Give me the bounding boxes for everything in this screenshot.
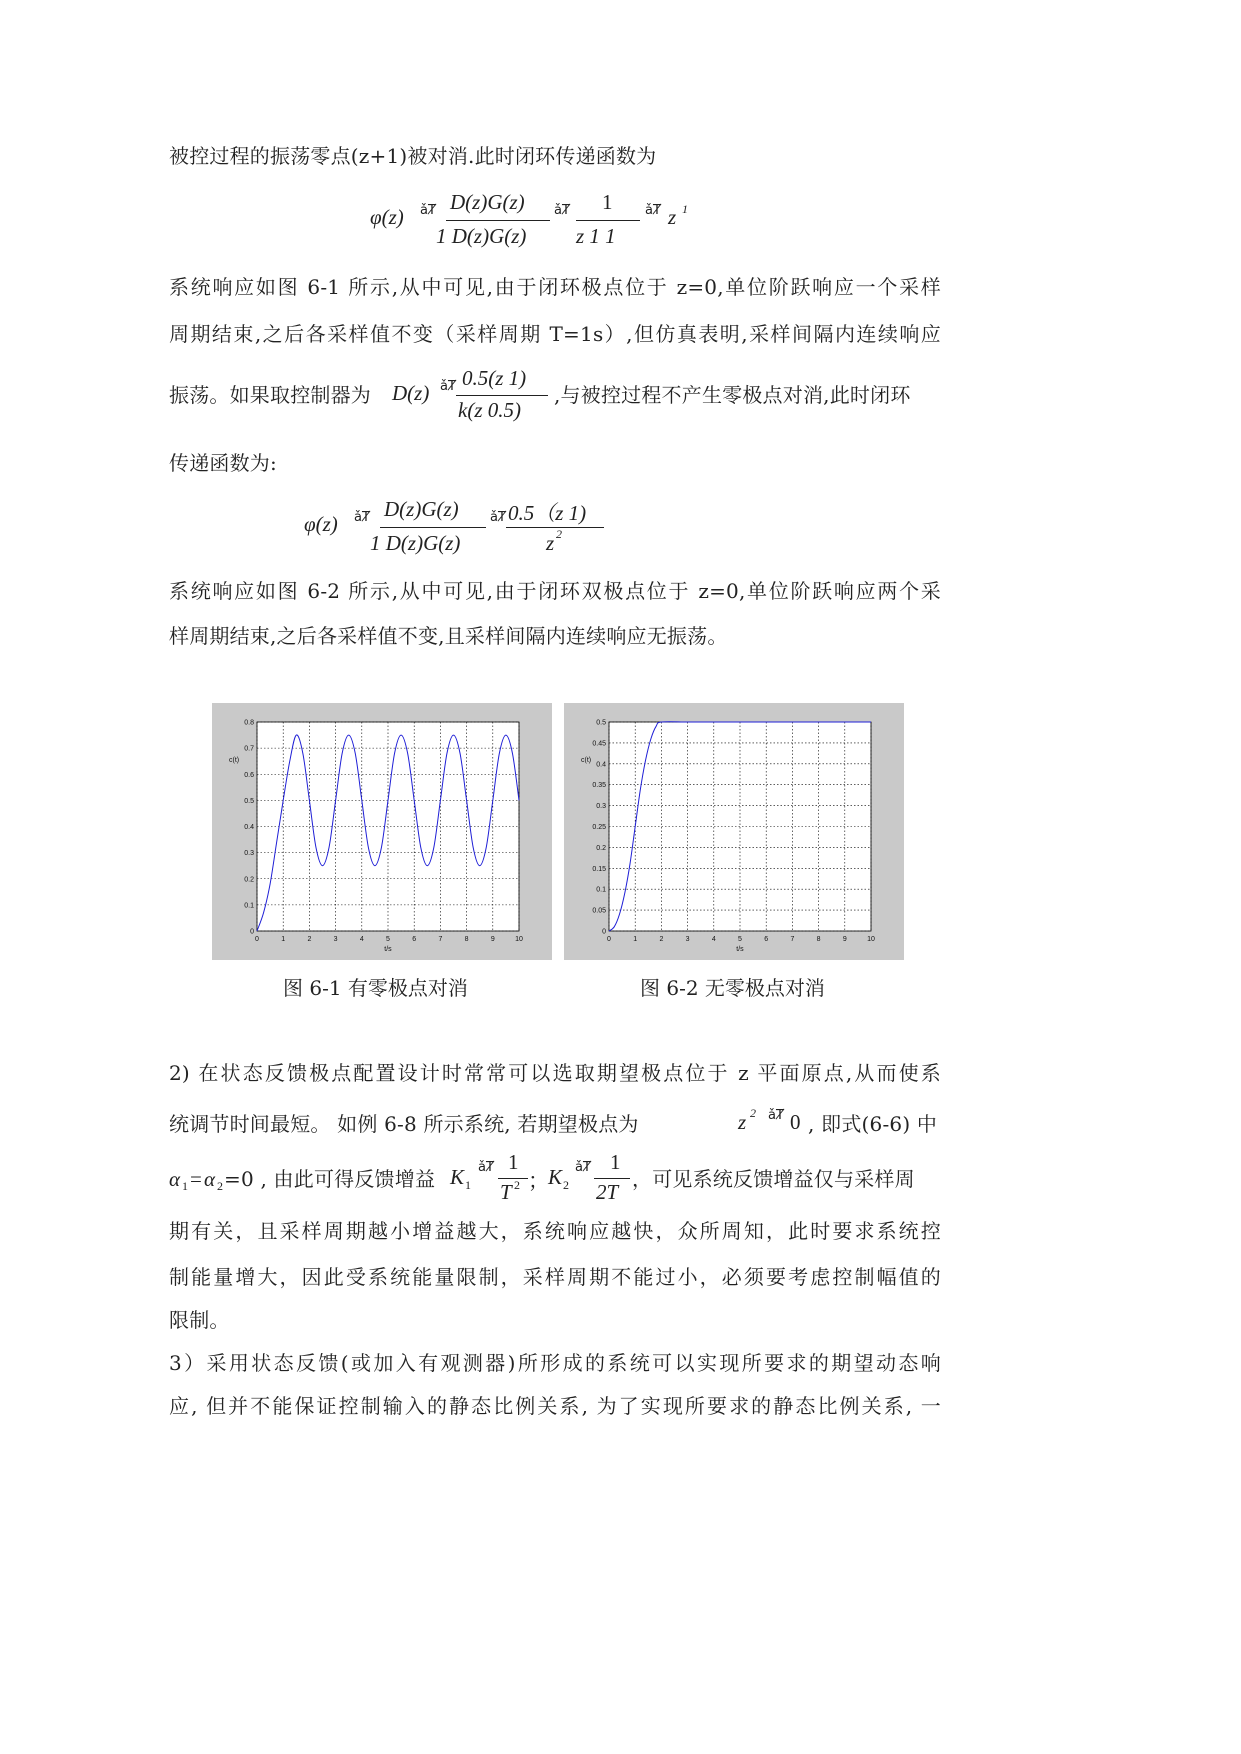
- figure-6-1: [212, 703, 552, 960]
- y-tick-label: 0.6: [244, 771, 254, 779]
- eq-den: 2T: [596, 1180, 619, 1204]
- x-tick-label: 3: [685, 936, 690, 943]
- paragraph-line: 周期结束,之后各采样值不变（采样周期 T=1s）,但仿真表明,采样间隔内连续响应: [169, 322, 941, 346]
- paragraph-line: 传递函数为:: [169, 451, 277, 475]
- paragraph-line: 限制。: [169, 1308, 230, 1332]
- x-tick-label: 0: [255, 936, 259, 943]
- figure-6-2: [564, 703, 904, 960]
- eq-eq: =: [190, 1167, 202, 1191]
- eq-den: 1 D(z)G(z): [436, 224, 527, 248]
- paragraph-line: 样周期结束,之后各采样值不变,且采样间隔内连续响应无振荡。: [169, 624, 728, 648]
- eq-garble: ǎȾ: [478, 1160, 494, 1175]
- eq-garble: ǎȾ: [575, 1160, 591, 1175]
- equation-closed-loop-1: [370, 190, 710, 260]
- x-tick-label: 6: [412, 936, 417, 943]
- x-tick-label: 4: [359, 936, 364, 943]
- figure-caption: 图 6-2 无零极点对消: [640, 976, 825, 1000]
- y-tick-label: 0: [602, 928, 606, 936]
- y-tick-label: 0.35: [592, 782, 606, 790]
- paragraph-line: =0 , 由此可得反馈增益: [224, 1167, 436, 1191]
- y-tick-label: 0.3: [596, 803, 606, 811]
- y-tick-label: 0.5: [244, 797, 254, 805]
- y-tick-label: 0.15: [592, 865, 606, 873]
- eq-garble: ǎȾ: [420, 203, 436, 218]
- paragraph-line: ，可见系统反馈增益仅与采样周: [632, 1167, 915, 1191]
- eq-den: T: [500, 1180, 512, 1204]
- x-tick-label: 0: [607, 936, 611, 943]
- eq-k: K: [548, 1165, 563, 1189]
- equation-gains: [450, 1148, 630, 1210]
- x-tick-label: 9: [490, 936, 495, 943]
- x-tick-label: 5: [386, 936, 390, 943]
- y-tick-label: 0.05: [592, 907, 606, 915]
- equation-closed-loop-2: [304, 497, 624, 567]
- x-tick-label: 3: [333, 936, 338, 943]
- paragraph-line: ,与被控过程不产生零极点对消,此时闭环: [554, 383, 911, 407]
- eq-den-exp: 2: [556, 527, 562, 541]
- y-tick-label: 0: [250, 928, 254, 936]
- eq-den: k(z 0.5): [458, 398, 521, 422]
- eq-sep: ；: [528, 1169, 549, 1193]
- x-tick-label: 7: [790, 936, 795, 943]
- paragraph-line: 振荡。如果取控制器为: [169, 383, 371, 407]
- eq-rhs: 0: [790, 1110, 801, 1134]
- eq-k: K: [450, 1165, 465, 1189]
- eq-num: 1: [508, 1150, 519, 1174]
- eq-num: 0.5（z 1): [508, 501, 587, 525]
- chart-6-2: [564, 703, 904, 960]
- eq-garble: ǎȾ: [490, 510, 506, 525]
- x-tick-label: 6: [764, 936, 769, 943]
- eq-garble: ǎȾ: [354, 510, 370, 525]
- chart-6-1: [212, 703, 552, 960]
- y-tick-label: 0.2: [596, 844, 606, 852]
- paragraph-line: 期有关，且采样周期越小增益越大，系统响应越快，众所周知，此时要求系统控: [169, 1219, 941, 1243]
- y-tick-label: 0.1: [244, 902, 254, 910]
- x-tick-label: 10: [867, 936, 875, 943]
- paragraph-line: 统调节时间最短。 如例 6-8 所示系统, 若期望极点为: [169, 1112, 639, 1136]
- paragraph-line: , 即式(6-6) 中: [808, 1112, 938, 1136]
- x-tick-label: 1: [633, 936, 638, 943]
- eq-lhs: φ(z): [304, 512, 338, 536]
- x-tick-label: 2: [307, 936, 312, 943]
- eq-num: 1: [602, 190, 613, 214]
- paragraph-line: 制能量增大，因此受系统能量限制，采样周期不能过小，必须要考虑控制幅值的: [169, 1265, 941, 1289]
- paragraph-line: 系统响应如图 6-1 所示,从中可见,由于闭环极点位于 z=0,单位阶跃响应一个采样: [169, 275, 941, 299]
- y-tick-label: 0.45: [592, 740, 606, 748]
- x-tick-label: 9: [842, 936, 847, 943]
- eq-exp: 2: [750, 1106, 756, 1120]
- eq-num: 1: [610, 1150, 621, 1174]
- eq-den: 1 D(z)G(z): [370, 531, 461, 555]
- x-tick-label: 1: [281, 936, 286, 943]
- paragraph-line: 被控过程的振荡零点(z+1)被对消.此时闭环传递函数为: [169, 144, 657, 168]
- x-tick-label: 10: [515, 936, 523, 943]
- eq-num: 0.5(z 1): [462, 366, 527, 390]
- eq-num: D(z)G(z): [450, 190, 525, 214]
- paragraph-line: 2) 在状态反馈极点配置设计时常常可以选取期望极点位于 z 平面原点,从而使系: [169, 1061, 941, 1085]
- eq-lhs: D(z): [392, 381, 430, 405]
- x-tick-label: 2: [659, 936, 664, 943]
- y-tick-label: 0.4: [596, 761, 606, 769]
- x-tick-label: 8: [816, 936, 821, 943]
- eq-garble: ǎȾ: [440, 379, 456, 394]
- equation-desired-poles: [738, 1106, 808, 1140]
- eq-den: z: [546, 531, 555, 555]
- paragraph-line: 系统响应如图 6-2 所示,从中可见,由于闭环双极点位于 z=0,单位阶跃响应两个采: [169, 579, 941, 603]
- eq-alpha: α: [169, 1167, 181, 1191]
- x-tick-label: 7: [438, 936, 443, 943]
- x-tick-label: 5: [738, 936, 742, 943]
- y-tick-label: 0.3: [244, 850, 254, 858]
- eq-garble: ǎȾ: [645, 203, 661, 218]
- eq-sub: 1: [465, 1178, 471, 1192]
- eq-lhs: φ(z): [370, 205, 404, 229]
- eq-den-exp: 2: [514, 1178, 520, 1192]
- eq-den: z 1 1: [576, 224, 616, 248]
- y-tick-label: 0.2: [244, 876, 254, 884]
- eq-sub: 1: [182, 1179, 188, 1193]
- eq-rhs-exp: 1: [682, 202, 688, 216]
- figure-caption: 图 6-1 有零极点对消: [283, 976, 468, 1000]
- y-tick-label: 0.7: [244, 745, 254, 753]
- x-axis-label: t/s: [384, 946, 392, 953]
- eq-rhs: z: [668, 205, 677, 229]
- paragraph-line: 应, 但并不能保证控制输入的静态比例关系, 为了实现所要求的静态比例关系, 一: [169, 1394, 941, 1418]
- y-tick-label: 0.8: [244, 719, 254, 727]
- y-tick-label: 0.25: [592, 824, 606, 831]
- y-tick-label: 0.5: [596, 719, 606, 727]
- eq-garble: ǎȾ: [768, 1108, 784, 1123]
- eq-base: z: [738, 1110, 747, 1134]
- eq-sub: 2: [563, 1178, 569, 1192]
- equation-controller: [392, 366, 552, 426]
- paragraph-line: 3）采用状态反馈(或加入有观测器)所形成的系统可以实现所要求的期望动态响: [169, 1351, 941, 1375]
- eq-alpha: α: [204, 1167, 216, 1191]
- eq-num: D(z)G(z): [384, 497, 459, 521]
- y-axis-label: c(t): [229, 757, 240, 764]
- eq-garble: ǎȾ: [554, 203, 570, 218]
- x-tick-label: 8: [464, 936, 469, 943]
- y-tick-label: 0.4: [244, 824, 254, 831]
- y-axis-label: c(t): [581, 757, 592, 764]
- y-tick-label: 0.1: [596, 886, 606, 894]
- x-axis-label: t/s: [736, 946, 744, 953]
- x-tick-label: 4: [711, 936, 716, 943]
- eq-sub: 2: [217, 1179, 223, 1193]
